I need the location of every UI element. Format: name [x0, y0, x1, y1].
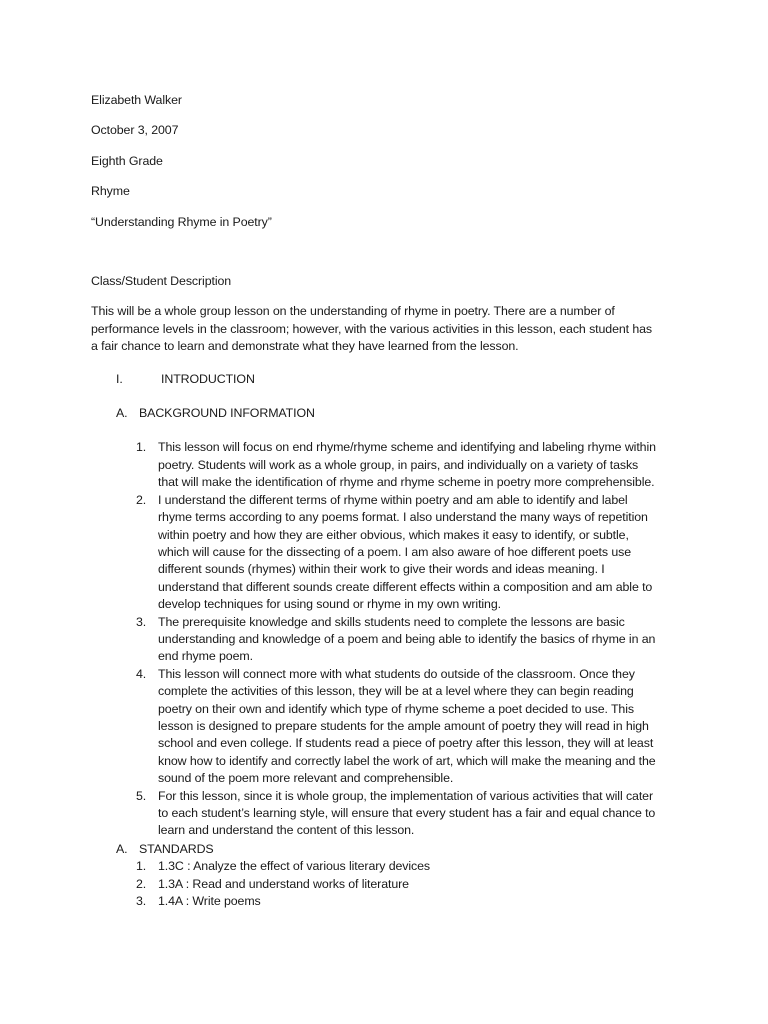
list-item-text: This lesson will focus on end rhyme/rhyme scheme and identifying and labeling rhyme within poetry. Students will work as a whole group, in pairs, and individually on a variety of tasks that will make the identification of rhyme and rhyme scheme in poetry more comprehensible.: [158, 440, 656, 490]
list-item-number: 3.: [136, 894, 147, 909]
lesson-topic: Rhyme: [91, 184, 130, 199]
author-name: Elizabeth Walker: [91, 93, 182, 107]
introduction-heading: [116, 371, 656, 388]
background-heading: [116, 405, 656, 422]
class-description-heading: Class/Student Description: [91, 274, 232, 289]
introduction-numeral: I.: [116, 371, 123, 386]
list-item-number: 1.: [136, 859, 147, 874]
standards-label: STANDARDS: [139, 841, 214, 856]
lesson-date: October 3, 2007: [91, 123, 179, 138]
introduction-label: INTRODUCTION: [161, 371, 255, 386]
list-item-text: For this lesson, since it is whole group, the implementation of various activities that will cater to each student’s learning style, will ensure that every student has a fair and equal chance to learn and understand the content of this lesson.: [158, 788, 656, 838]
list-item: [136, 666, 656, 788]
list-item-text: 1.3C : Analyze the effect of various literary devices: [158, 859, 431, 874]
list-item-number: 2.: [136, 876, 147, 891]
list-item: [136, 614, 656, 666]
list-item-number: 3.: [136, 614, 147, 629]
list-item: [136, 858, 656, 875]
list-item: [136, 876, 656, 893]
list-item-text: 1.3A : Read and understand works of literature: [158, 876, 409, 891]
list-item: [136, 439, 656, 491]
list-item-number: 4.: [136, 666, 147, 681]
list-item-text: This lesson will connect more with what students do outside of the classroom. Once they complete the activities of this lesson, they will be at a level where they can begin reading poetry on their own and identify which type of rhyme scheme a poet decided to use. This lesson is designed to prepare students for the ample amount of poetry they will read in high school and even college. If students read a piece of poetry after this lesson, they will at least know how to identify and correctly label the work of art, which will make the meaning and the sound of the poem more relevant and comprehensible.: [158, 666, 656, 786]
list-item-number: 2.: [136, 492, 147, 507]
list-item-text: I understand the different terms of rhyme within poetry and am able to identify and label rhyme terms according to any poems format. I also understand the many ways of repetition within poetry and how they are either obvious, which makes it easy to identify, or subtle, which will cause for the dissecting of a poem. I am also aware of hoe different poets use different sounds (rhymes) within their work to give their words and ideas meaning. I understand that different sounds create different effects within a composition and am able to develop techniques for using sound or rhyme in my own writing.: [158, 492, 653, 612]
standards-heading: [116, 841, 656, 858]
list-item: [136, 492, 656, 614]
lesson-title: “Understanding Rhyme in Poetry”: [91, 214, 272, 229]
class-description-text: This will be a whole group lesson on the understanding of rhyme in poetry. There are a number of performance levels in the classroom; however, with the various activities in this lesson, each student has a fair chance to learn and demonstrate what they have learned from the lesson.: [91, 304, 653, 354]
background-letter: A.: [116, 406, 128, 421]
grade-level: Eighth Grade: [91, 153, 163, 168]
list-item-text: The prerequisite knowledge and skills students need to complete the lessons are basic understanding and knowledge of a poem and being able to identify the basics of rhyme in an end rhyme poem.: [158, 614, 656, 664]
background-list: [91, 439, 656, 839]
list-item-text: 1.4A : Write poems: [158, 894, 261, 909]
background-label: BACKGROUND INFORMATION: [139, 406, 315, 421]
standards-letter: A.: [116, 841, 128, 856]
list-item: [136, 788, 656, 840]
list-item-number: 1.: [136, 440, 147, 455]
list-item-number: 5.: [136, 788, 147, 803]
standards-list: [91, 858, 656, 910]
document-body: [91, 92, 656, 910]
list-item: [136, 893, 656, 910]
